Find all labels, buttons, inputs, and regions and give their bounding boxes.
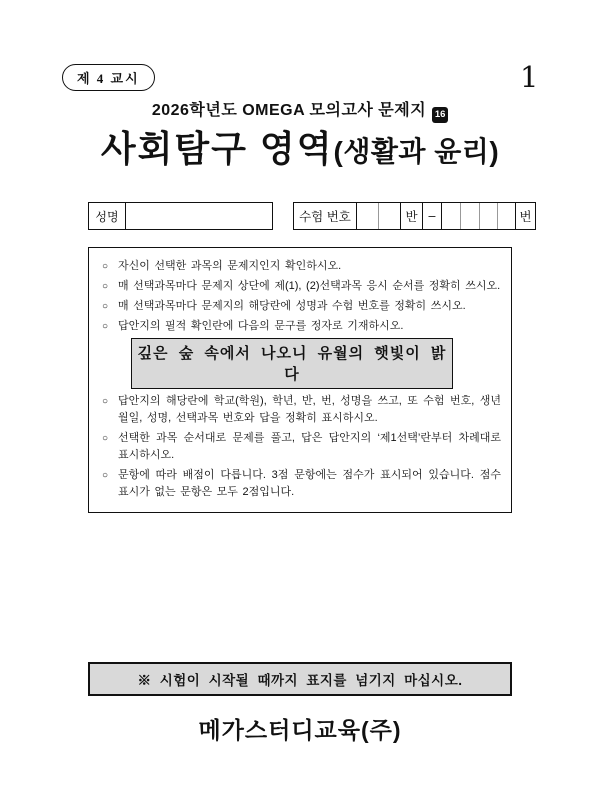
dash-cell: – <box>422 203 441 229</box>
instruction-item <box>102 393 501 427</box>
exam-number-label: 수험 번호 <box>299 210 351 224</box>
exam-number-field-box <box>293 202 536 230</box>
instruction-item <box>102 258 501 275</box>
bullet-icon: ○ <box>102 469 109 481</box>
publisher-name: 메가스터디교육(주) <box>198 717 402 743</box>
do-not-turn-page-notice: ※ 시험이 시작될 때까지 표지를 넘기지 마십시오. <box>88 662 512 696</box>
instruction-item <box>102 318 501 335</box>
instructions-box <box>88 247 512 513</box>
class-digit-cell[interactable] <box>378 203 400 229</box>
instruction-item <box>102 278 501 295</box>
number-digit-cell[interactable] <box>479 203 497 229</box>
bullet-icon: ○ <box>102 395 109 407</box>
title-subject-area: 사회탐구 영역 <box>100 128 334 169</box>
number-digit-cell[interactable] <box>441 203 460 229</box>
number-digit-cell[interactable] <box>497 203 515 229</box>
bullet-icon: ○ <box>102 281 109 293</box>
name-field-box <box>88 202 273 230</box>
number-suffix-label: 번 <box>515 203 535 229</box>
class-digit-cell[interactable] <box>356 203 378 229</box>
instruction-text: 답안지의 필적 확인란에 다음의 문구를 정자로 기재하시오. <box>118 320 404 333</box>
page-title <box>0 121 600 172</box>
instruction-item <box>102 430 501 464</box>
bullet-icon: ○ <box>102 321 109 333</box>
instruction-item <box>102 467 501 501</box>
bullet-icon: ○ <box>102 432 109 444</box>
instruction-item <box>102 298 501 315</box>
instruction-text: 문항에 따라 배점이 다릅니다. 3점 문항에는 점수가 표시되어 있습니다. 점수 표시가 없는 문항은 모두 2점입니다. <box>118 468 501 498</box>
name-field-label: 성명 <box>89 203 126 229</box>
instruction-text: 자신이 선택한 과목의 문제지인지 확인하시오. <box>118 260 342 272</box>
bullet-icon: ○ <box>102 301 109 313</box>
instruction-text: 매 선택과목마다 문제지 상단에 제(1), (2)선택과목 응시 순서를 정확히 쓰시오. <box>118 280 501 293</box>
exam-header-line <box>0 97 600 123</box>
exam-header-text: 2026학년도 OMEGA 모의고사 문제지 <box>151 102 427 119</box>
period-badge: 제 4 교시 <box>62 64 155 91</box>
instruction-text: 답안지의 해당란에 학교(학원), 학년, 반, 번, 성명을 쓰고, 또 수험 번호, 생년월일, 성명, 선택과목 번호와 답을 정확히 표시하시오. <box>118 394 501 424</box>
instruction-text: 매 선택과목마다 문제지의 해당란에 성명과 수험 번호를 정확히 쓰시오. <box>118 300 466 313</box>
instruction-text: 선택한 과목 순서대로 문제를 풀고, 답은 답안지의 ‘제1선택’란부터 차례대로 표시하시오. <box>118 431 501 461</box>
class-suffix-label: 반 <box>400 203 422 229</box>
title-subject-detail: (생활과 윤리) <box>333 136 500 167</box>
name-input-area[interactable] <box>126 203 272 229</box>
page-number: 1 <box>520 60 539 94</box>
bullet-icon: ○ <box>102 261 109 272</box>
handwriting-phrase-box: 깊은 숲 속에서 나오니 유월의 햇빛이 밝다 <box>131 338 453 389</box>
number-digit-cell[interactable] <box>460 203 479 229</box>
edition-badge-icon: 16 <box>432 107 448 123</box>
